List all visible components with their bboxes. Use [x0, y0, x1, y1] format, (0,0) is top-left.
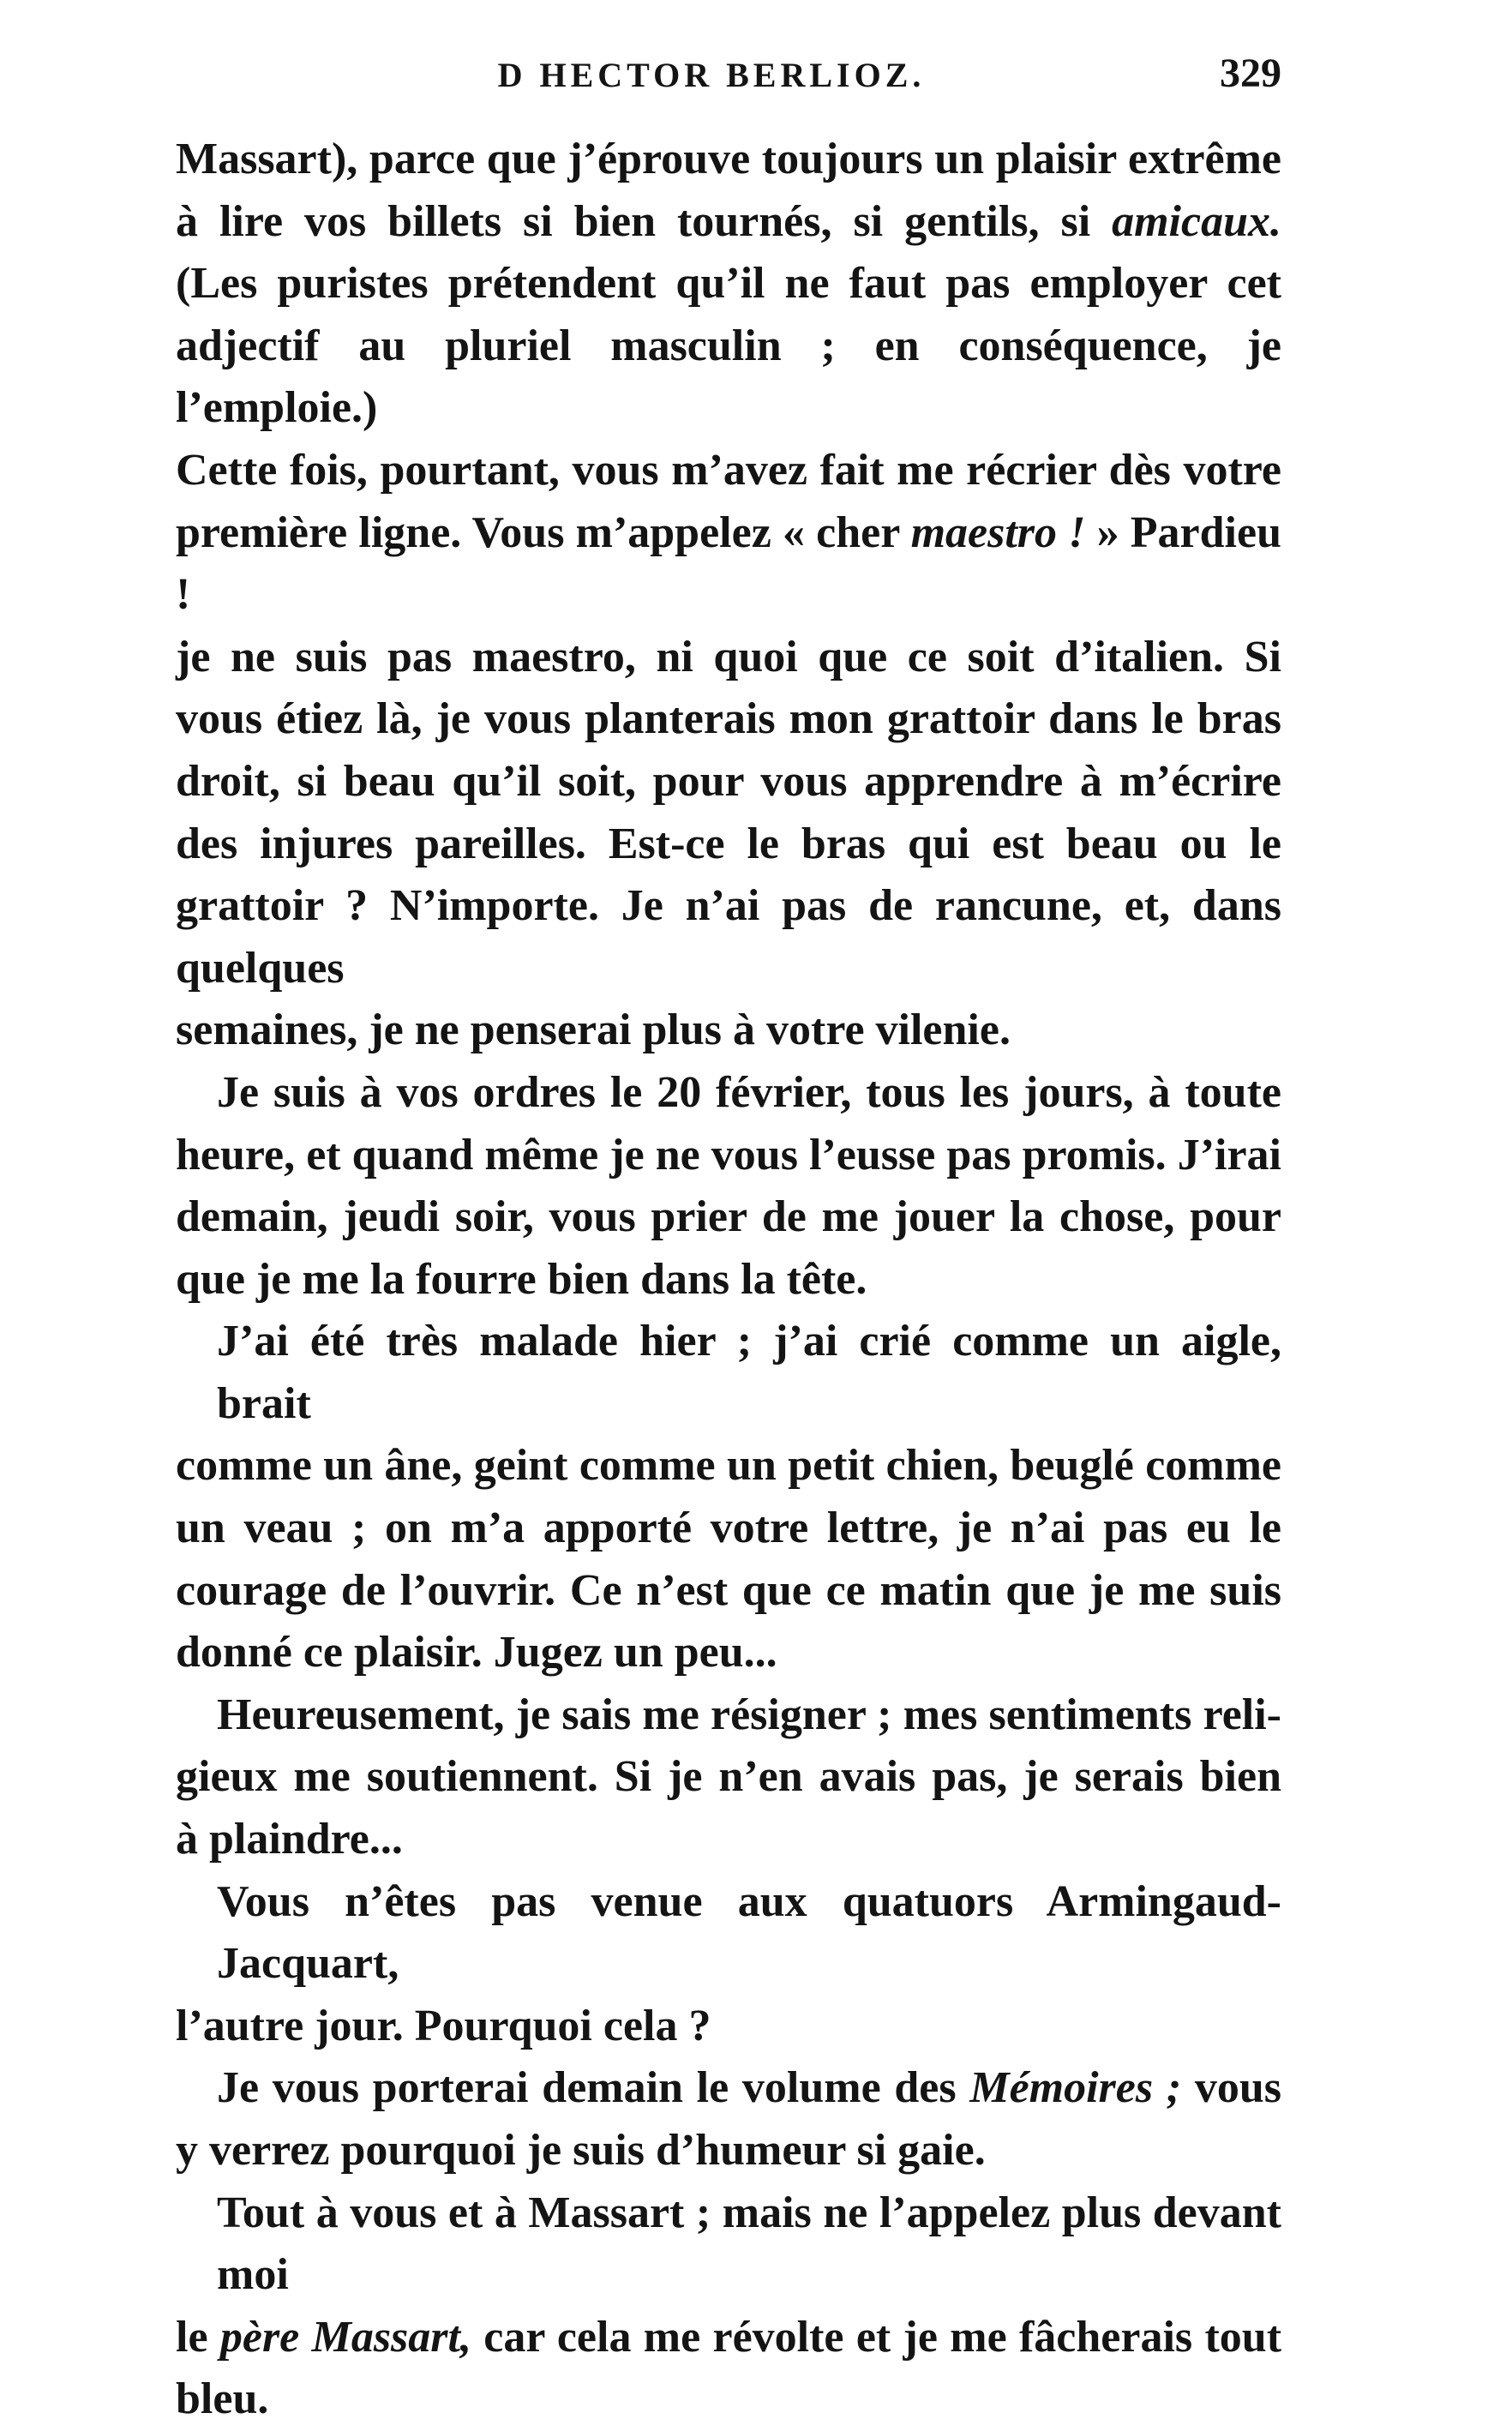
text-line: le père Massart, car cela me révolte et je me fâcherais tout bleu.	[176, 2312, 1282, 2424]
running-title: D HECTOR BERLIOZ.	[497, 56, 926, 94]
text-line: Vous n’êtes pas venue aux quatuors Armingaud-Jacquart,	[217, 1876, 1281, 1989]
text-line: Cette fois, pourtant, vous m’avez fait me récrier dès votre	[176, 445, 1281, 495]
text-line: adjectif au pluriel masculin ; en conséquence, je l’emploie.)	[176, 321, 1281, 433]
paragraph	[176, 1311, 1281, 1684]
text-line: un veau ; on m’a apporté votre lettre, je n’ai pas eu le	[176, 1504, 1281, 1553]
text-line: gieux me soutiennent. Si je n’en avais pas, je serais bien	[176, 1752, 1281, 1802]
paragraph	[176, 2182, 1281, 2431]
text-line: demain, jeudi soir, vous prier de me jouer la chose, pour	[176, 1192, 1281, 1242]
text-line: courage de l’ouvrir. Ce n’est que ce matin que je me suis	[176, 1565, 1281, 1615]
paragraph	[176, 129, 1281, 1062]
text-line: à plaindre...	[176, 1815, 403, 1864]
text-line: J’ai été très malade hier ; j’ai crié comme un aigle, brait	[217, 1317, 1281, 1428]
text-line: vous étiez là, je vous planterais mon grattoir dans le bras	[176, 694, 1281, 744]
text-line: Je vous porterai demain le volume des Mémoires ; vous	[217, 2063, 1282, 2113]
text-line: grattoir ? N’importe. Je n’ai pas de rancune, et, dans quelques	[176, 881, 1281, 993]
text-line: première ligne. Vous m’appelez « cher maestro ! » Pardieu !	[176, 507, 1282, 620]
text-line: droit, si beau qu’il soit, pour vous apprendre à m’écrire	[176, 756, 1281, 806]
paragraph	[176, 1062, 1281, 1311]
text-line: je ne suis pas maestro, ni quoi que ce soit d’italien. Si	[176, 632, 1281, 681]
text-line: que je me la fourre bien dans la tête.	[176, 1254, 867, 1304]
text-line: comme un âne, geint comme un petit chien, beuglé comme	[176, 1441, 1281, 1491]
text-line: à lire vos billets si bien tournés, si gentils, si amicaux.	[176, 196, 1281, 246]
text-line: semaines, je ne penserai plus à votre vilenie.	[176, 1005, 1011, 1055]
text-line: l’autre jour. Pourquoi cela ?	[176, 2001, 711, 2050]
text-line: heure, et quand même je ne vous l’eusse pas promis. J’irai	[176, 1130, 1281, 1179]
text-line: Massart), parce que j’éprouve toujours un plaisir extrême	[176, 135, 1281, 183]
text-line: y verrez pourquoi je suis d’humeur si gaie.	[176, 2126, 986, 2175]
text-line: (Les puristes prétendent qu’il ne faut pas employer cet	[176, 259, 1281, 309]
paragraph	[176, 1684, 1281, 1871]
paragraph	[176, 2057, 1281, 2182]
text-line: donné ce plaisir. Jugez un peu...	[176, 1628, 777, 1678]
body-text	[176, 129, 1281, 2431]
text-line: Heureusement, je sais me résigner ; mes sentiments reli-	[217, 1690, 1281, 1739]
paragraph	[176, 1871, 1281, 2058]
text-line: des injures pareilles. Est-ce le bras qui est beau ou le	[176, 819, 1281, 868]
page-header	[176, 50, 1281, 101]
text-line: Tout à vous et à Massart ; mais ne l’appelez plus devant moi	[217, 2188, 1281, 2300]
text-line: Je suis à vos ordres le 20 février, tous les jours, à toute	[217, 1067, 1281, 1117]
page-number: 329	[1220, 51, 1281, 96]
